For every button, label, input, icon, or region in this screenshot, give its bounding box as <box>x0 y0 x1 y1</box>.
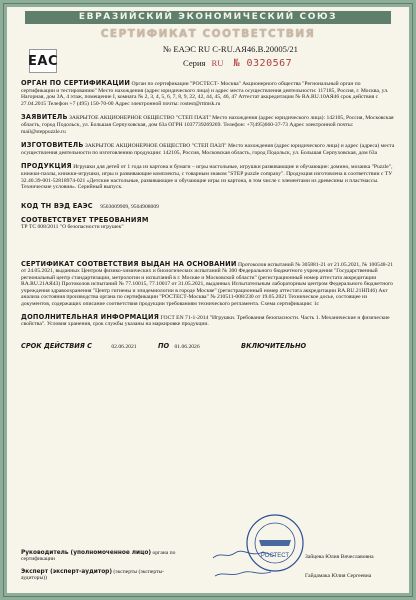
blank-prefix: № <box>233 58 240 69</box>
section-manufacturer <box>21 142 395 156</box>
expert-signature-row <box>21 569 395 582</box>
section-additional <box>21 314 395 328</box>
eac-logo-text: EAC <box>28 53 58 69</box>
manufacturer-text: ЗАКРЫТОЕ АКЦИОНЕРНОЕ ОБЩЕСТВО "СТЕП ПАЗЛ" Место нахождения (адрес юридического лица) и адрес (адреса) места осуществления деятельности по изготовлению продукции: 142105, Россия, Московская область, город Подольск, ул. Большая Серпуховская, дом 63а <box>21 143 395 156</box>
series-line <box>183 58 292 69</box>
tnved-heading: КОД ТН ВЭД ЕАЭС <box>21 201 93 210</box>
section-basis <box>21 261 395 308</box>
certificate-title: СЕРТИФИКАТ СООТВЕТСТВИЯ <box>100 28 316 40</box>
validity-label: СРОК ДЕЙСТВИЯ С <box>21 341 92 350</box>
validity-to-label: ПО <box>157 341 170 350</box>
reg-value: RU С-RU.АЯ46.В.20005/21 <box>198 44 298 54</box>
applicant-heading: ЗАЯВИТЕЛЬ <box>21 113 68 122</box>
head-signature-label <box>21 550 181 563</box>
section-tnved <box>21 203 395 211</box>
signature-block <box>21 550 395 582</box>
blank-number <box>233 58 292 69</box>
registration-number <box>163 44 298 54</box>
head-name: Зайцева Юлия Вячеславовна <box>305 554 374 560</box>
conformity-heading: СООТВЕТСТВУЕТ ТРЕБОВАНИЯМ <box>21 216 149 225</box>
expert-signature-label <box>21 569 181 582</box>
expert-name: Гайдамака Юлия Сергеевна <box>305 572 372 579</box>
conformity-text: ТР ТС 008/2011 "О безопасности игрушек" <box>21 223 124 230</box>
blank-digits: 0320567 <box>246 58 293 69</box>
series-label: Серия <box>183 58 206 68</box>
series-value: RU <box>211 58 224 68</box>
section-product <box>21 163 395 190</box>
applicant-text: ЗАКРЫТОЕ АКЦИОНЕРНОЕ ОБЩЕСТВО "СТЕП ПАЗЛ" Место нахождения (адрес юридического лица): 142105, Россия, Московская область, город Подольск, ул. Большая Серпуховская, дом 63а ОГРН 1037739269269. Телефон: +7(495)660-37-73 Адрес электронной почты: mail@steppuzzle.ru <box>21 115 394 135</box>
validity-from: 02.06.2021 <box>111 343 137 350</box>
head-label-bold: Руководитель (уполномоченное лицо) <box>21 550 152 556</box>
expert-signature <box>211 569 279 578</box>
organ-heading: ОРГАН ПО СЕРТИФИКАЦИИ <box>21 79 131 87</box>
product-text: Игрушки для детей от 1 года из картона и бумаги – игры настольные, игрушки развивающие и обучающие: домино, мозаика "Puzzle", книжки-пазлы, книжки-игрушки, игры и развивающие комплекты, с товарным знаком "STEP puzzle company". Продукция изготовлена в соответствии с ТУ 32.40.39-001-52818974-021 «Детские настольные, развивающие и обучающие игры из картона, в том числе с элементами из древесины и пластмассы. Технические условия». Серийный выпуск. <box>21 164 393 191</box>
validity-inclusive: ВКЛЮЧИТЕЛЬНО <box>241 341 307 350</box>
expert-label-bold: Эксперт (эксперт-аудитор) <box>21 568 112 575</box>
head-signature <box>211 550 279 559</box>
organ-text: Орган по сертификации "РОСТЕСТ- Москва" Акционерного общества "Региональный орган по сертификации и тестированию" Место нахождения (адрес юридического лица) и адрес места осуществления деятельности: 117185, Россия, г. Москва, ул. Нагорная, дом 3А, 4 этаж, помещение I, комната № 2, 3, 4, 5, 6, 7, 8, 9, 22, 42, 44, 45, 46, 47 Аттестат аккредитации № RA.RU.10АЯ46 срок действия с 27.04.2015 Телефон +7 (495) 150-70-00 Адрес электронной почты: rostest@rttmsk.ru <box>21 81 389 107</box>
head-signature-row <box>21 550 395 563</box>
validity-to: 01.06.2026 <box>174 343 200 350</box>
expert-label-rest: (эксперты (эксперты-аудиторы)) <box>21 568 165 582</box>
reg-label: № ЕАЭС <box>163 44 196 54</box>
head-label-rest: органа по сертификации <box>21 550 176 563</box>
section-applicant <box>21 114 395 135</box>
tnved-text: 9503009909, 9504908009 <box>100 203 159 210</box>
additional-heading: ДОПОЛНИТЕЛЬНАЯ ИНФОРМАЦИЯ <box>21 312 160 321</box>
section-conformity <box>21 217 395 230</box>
union-banner: ЕВРАЗИЙСКИЙ ЭКОНОМИЧЕСКИЙ СОЮЗ <box>25 11 391 24</box>
basis-heading: СЕРТИФИКАТ СООТВЕТСТВИЯ ВЫДАН НА ОСНОВАНИИ <box>21 259 237 268</box>
section-organ <box>21 80 395 107</box>
product-heading: ПРОДУКЦИЯ <box>21 162 72 171</box>
basis-text: Протоколов испытаний № 305881-21 от 21.05.2021, № 100548-21 от 24.05.2021, выданных Центром физико-химических и биологических испытаний № 300 Федерального бюджетного учреждения "Государственный региональный центр стандартизации, метрологии и испытаний в г. Москве и Московской области" (регистрационный номер аттестата аккредитации RA.RU.21АЯ43) Протоколов испытаний № 77.10015, 77.10017 от 31.05.2021, выданных Испытательным лабораторным центром Федерального бюджетного учреждения здравоохранения "Центр гигиены и эпидемиологии в городе Москве" (регистрационный номер аттестата аккредитации RA.RU.21НП46) Акт анализа состояния производства органа по сертификации "РОСТЕСТ-Москва" № 210511-008/230 от 19.05.2021 Техническое досье, состоящее из документов, содержащих описание соответствия продукции требованиям технического регламента. Схема сертификации: 1с <box>21 261 393 308</box>
certificate-body <box>21 75 395 350</box>
validity-line <box>21 342 395 350</box>
additional-text: ГОСТ EN 71-1-2014 "Игрушки. Требования безопасности. Часть 1. Механические и физические свойства". Условия хранения, срок службы указаны на маркировке продукции. <box>21 314 390 328</box>
stamp-text: РОСТЕСТ <box>260 553 290 559</box>
eac-logo <box>29 49 57 73</box>
manufacturer-heading: ИЗГОТОВИТЕЛЬ <box>21 141 84 150</box>
